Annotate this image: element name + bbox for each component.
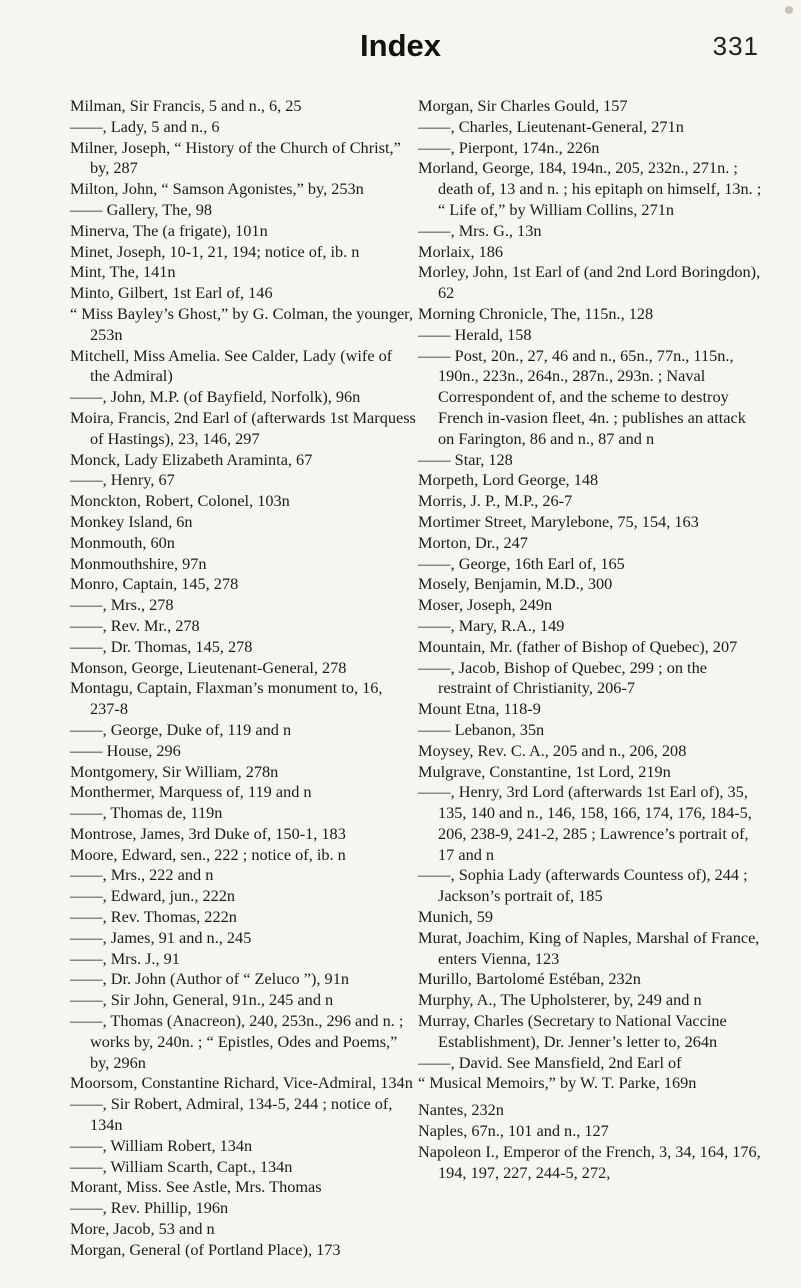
index-entry: Monkey Island, 6n xyxy=(70,511,193,531)
index-entry: Mount Etna, 118-9 xyxy=(418,699,541,719)
index-entry: Milner, Joseph, “ History of the Church of Christ,” by, 287 xyxy=(70,137,401,178)
index-entry: Mountain, Mr. (father of Bishop of Quebec), 207 xyxy=(418,636,738,656)
index-entry: ——, George, 16th Earl of, 165 xyxy=(418,553,625,573)
index-entry: Murat, Joachim, King of Naples, Marshal of France, enters Vienna, 123 xyxy=(418,927,760,968)
index-entry: Nantes, 232n xyxy=(418,1100,504,1120)
page-title: Index xyxy=(360,28,441,63)
index-entry: Milman, Sir Francis, 5 and n., 6, 25 xyxy=(70,96,302,115)
index-entry: ——, Rev. Mr., 278 xyxy=(70,615,200,635)
index-entry: —— Gallery, The, 98 xyxy=(70,199,212,219)
index-entry: Morlaix, 186 xyxy=(418,241,504,261)
index-entry: ——, Thomas (Anacreon), 240, 253n., 296 and n. ; works by, 240n. ; “ Epistles, Odes and Poems,” by, 296n xyxy=(70,1011,404,1072)
index-entry: ——, Mrs. J., 91 xyxy=(70,948,180,968)
index-entry: —— Star, 128 xyxy=(418,449,513,469)
index-entry: Morning Chronicle, The, 115n., 128 xyxy=(418,303,654,323)
index-entry: Murillo, Bartolomé Estéban, 232n xyxy=(418,969,641,989)
index-entry: ——, Henry, 3rd Lord (afterwards 1st Earl of), 35, 135, 140 and n., 146, 158, 166, 174, 176, 184-5, 206, 238-9, 241-2, 285 ; Lawrence’s portrait of, 17 and n xyxy=(418,782,752,864)
index-entry: Morgan, Sir Charles Gould, 157 xyxy=(418,96,628,115)
index-entry: Minerva, The (a frigate), 101n xyxy=(70,220,268,240)
index-entry: ——, Pierpont, 174n., 226n xyxy=(418,137,600,157)
index-entry: ——, George, Duke of, 119 and n xyxy=(70,719,292,739)
index-entry: ——, Sophia Lady (afterwards Countess of), 244 ; Jackson’s portrait of, 185 xyxy=(418,865,748,906)
index-entry: ——, Thomas de, 119n xyxy=(70,803,223,823)
index-entry: ——, Sir John, General, 91n., 245 and n xyxy=(70,990,334,1010)
index-entry: ——, William Scarth, Capt., 134n xyxy=(70,1156,293,1176)
index-entry: Murray, Charles (Secretary to National Vaccine Establishment), Dr. Jenner’s letter to, 264n xyxy=(418,1011,727,1051)
index-entry: Monson, George, Lieutenant-General, 278 xyxy=(70,657,347,677)
index-entry: Monthermer, Marquess of, 119 and n xyxy=(70,782,312,802)
index-entry: Montgomery, Sir William, 278n xyxy=(70,761,279,781)
index-entry: Morant, Miss. See Astle, Mrs. Thomas xyxy=(70,1177,322,1197)
index-entry: More, Jacob, 53 and n xyxy=(70,1219,215,1239)
index-entry: Minto, Gilbert, 1st Earl of, 146 xyxy=(70,283,273,303)
page-header xyxy=(0,26,801,66)
index-entry: Montrose, James, 3rd Duke of, 150-1, 183 xyxy=(70,823,346,843)
index-entry: Minet, Joseph, 10-1, 21, 194; notice of, ib. n xyxy=(70,241,360,261)
index-entry: —— Lebanon, 35n xyxy=(418,719,545,739)
index-entry: Monck, Lady Elizabeth Araminta, 67 xyxy=(70,449,313,469)
index-entry: Morris, J. P., M.P., 26-7 xyxy=(418,491,573,511)
index-entry: ——, Rev. Phillip, 196n xyxy=(70,1198,229,1218)
index-entry: Monmouthshire, 97n xyxy=(70,553,207,573)
index-entry: Moira, Francis, 2nd Earl of (afterwards 1st Marquess of Hastings), 23, 146, 297 xyxy=(70,407,416,448)
index-entry: ——, David. See Mansfield, 2nd Earl of xyxy=(418,1052,682,1072)
index-entry: Morley, John, 1st Earl of (and 2nd Lord Boringdon), 62 xyxy=(418,262,761,303)
index-entry: ——, William Robert, 134n xyxy=(70,1135,253,1155)
index-entry: Murphy, A., The Upholsterer, by, 249 and n xyxy=(418,990,702,1010)
index-entry: —— House, 296 xyxy=(70,740,181,760)
index-entry: Monckton, Robert, Colonel, 103n xyxy=(70,491,290,511)
index-entry: Morland, George, 184, 194n., 205, 232n., 271n. ; death of, 13 and n. ; his epitaph on himself, 13n. ; “ Life of,” by William Collins, 271n xyxy=(418,158,762,219)
index-entry: ——, Dr. John (Author of “ Zeluco ”), 91n xyxy=(70,969,349,989)
index-entry: Moorsom, Constantine Richard, Vice-Admiral, 134n xyxy=(70,1073,413,1093)
index-column-left xyxy=(70,96,416,1261)
corner-mark-icon xyxy=(785,6,793,14)
index-entry: ——, James, 91 and n., 245 xyxy=(70,927,252,947)
index-entry: Naples, 67n., 101 and n., 127 xyxy=(418,1121,609,1141)
index-entry: Morton, Dr., 247 xyxy=(418,532,528,552)
index-entry: —— Post, 20n., 27, 46 and n., 65n., 77n., 115n., 190n., 223n., 264n., 287n., 293n. ; Naval Correspondent of, and the scheme to destroy French in-vasion fleet, 4n. ; publishes an attack on Farington, 86 and n., 87 and n xyxy=(418,345,746,448)
index-entry: ——, Rev. Thomas, 222n xyxy=(70,907,237,927)
index-entry: —— Herald, 158 xyxy=(418,324,532,344)
index-column-right xyxy=(418,96,764,1183)
index-entry: ——, John, M.P. (of Bayfield, Norfolk), 96n xyxy=(70,387,361,407)
index-entry: Mortimer Street, Marylebone, 75, 154, 163 xyxy=(418,511,699,531)
index-entry: Mint, The, 141n xyxy=(70,262,176,282)
index-entry: Moore, Edward, sen., 222 ; notice of, ib. n xyxy=(70,844,346,864)
index-entry: Mosely, Benjamin, M.D., 300 xyxy=(418,574,613,594)
index-entry: Monmouth, 60n xyxy=(70,532,175,552)
index-entry: Mulgrave, Constantine, 1st Lord, 219n xyxy=(418,761,671,781)
index-entry: ——, Lady, 5 and n., 6 xyxy=(70,116,220,136)
index-entry: Moysey, Rev. C. A., 205 and n., 206, 208 xyxy=(418,740,687,760)
index-entry: ——, Jacob, Bishop of Quebec, 299 ; on the restraint of Christianity, 206-7 xyxy=(418,657,707,698)
index-entry: Mitchell, Miss Amelia. See Calder, Lady (wife of the Admiral) xyxy=(70,345,393,386)
index-entry: “ Musical Memoirs,” by W. T. Parke, 169n xyxy=(418,1073,697,1093)
index-entry: “ Miss Bayley’s Ghost,” by G. Colman, the younger, 253n xyxy=(70,303,414,344)
index-entry: Munich, 59 xyxy=(418,907,494,927)
index-entry: Montagu, Captain, Flaxman’s monument to, 16, 237-8 xyxy=(70,678,383,719)
index-entry: ——, Dr. Thomas, 145, 278 xyxy=(70,636,253,656)
page-number: 331 xyxy=(712,31,759,61)
index-entry: ——, Mrs. G., 13n xyxy=(418,220,542,240)
index-entry: ——, Charles, Lieutenant-General, 271n xyxy=(418,116,684,136)
index-entry: ——, Mrs., 222 and n xyxy=(70,865,214,885)
index-entry: ——, Sir Robert, Admiral, 134-5, 244 ; notice of, 134n xyxy=(70,1094,393,1135)
index-entry: ——, Edward, jun., 222n xyxy=(70,886,236,906)
index-entry: Morgan, General (of Portland Place), 173 xyxy=(70,1239,341,1259)
index-entry: Moser, Joseph, 249n xyxy=(418,595,553,615)
index-entry: Monro, Captain, 145, 278 xyxy=(70,574,239,594)
index-entry: Morpeth, Lord George, 148 xyxy=(418,470,599,490)
index-entry: Milton, John, “ Samson Agonistes,” by, 253n xyxy=(70,179,364,199)
index-entry: ——, Henry, 67 xyxy=(70,470,175,490)
index-entry: ——, Mary, R.A., 149 xyxy=(418,615,565,635)
index-entry: Napoleon I., Emperor of the French, 3, 34, 164, 176, 194, 197, 227, 244-5, 272, xyxy=(418,1141,761,1182)
index-entry: ——, Mrs., 278 xyxy=(70,595,174,615)
